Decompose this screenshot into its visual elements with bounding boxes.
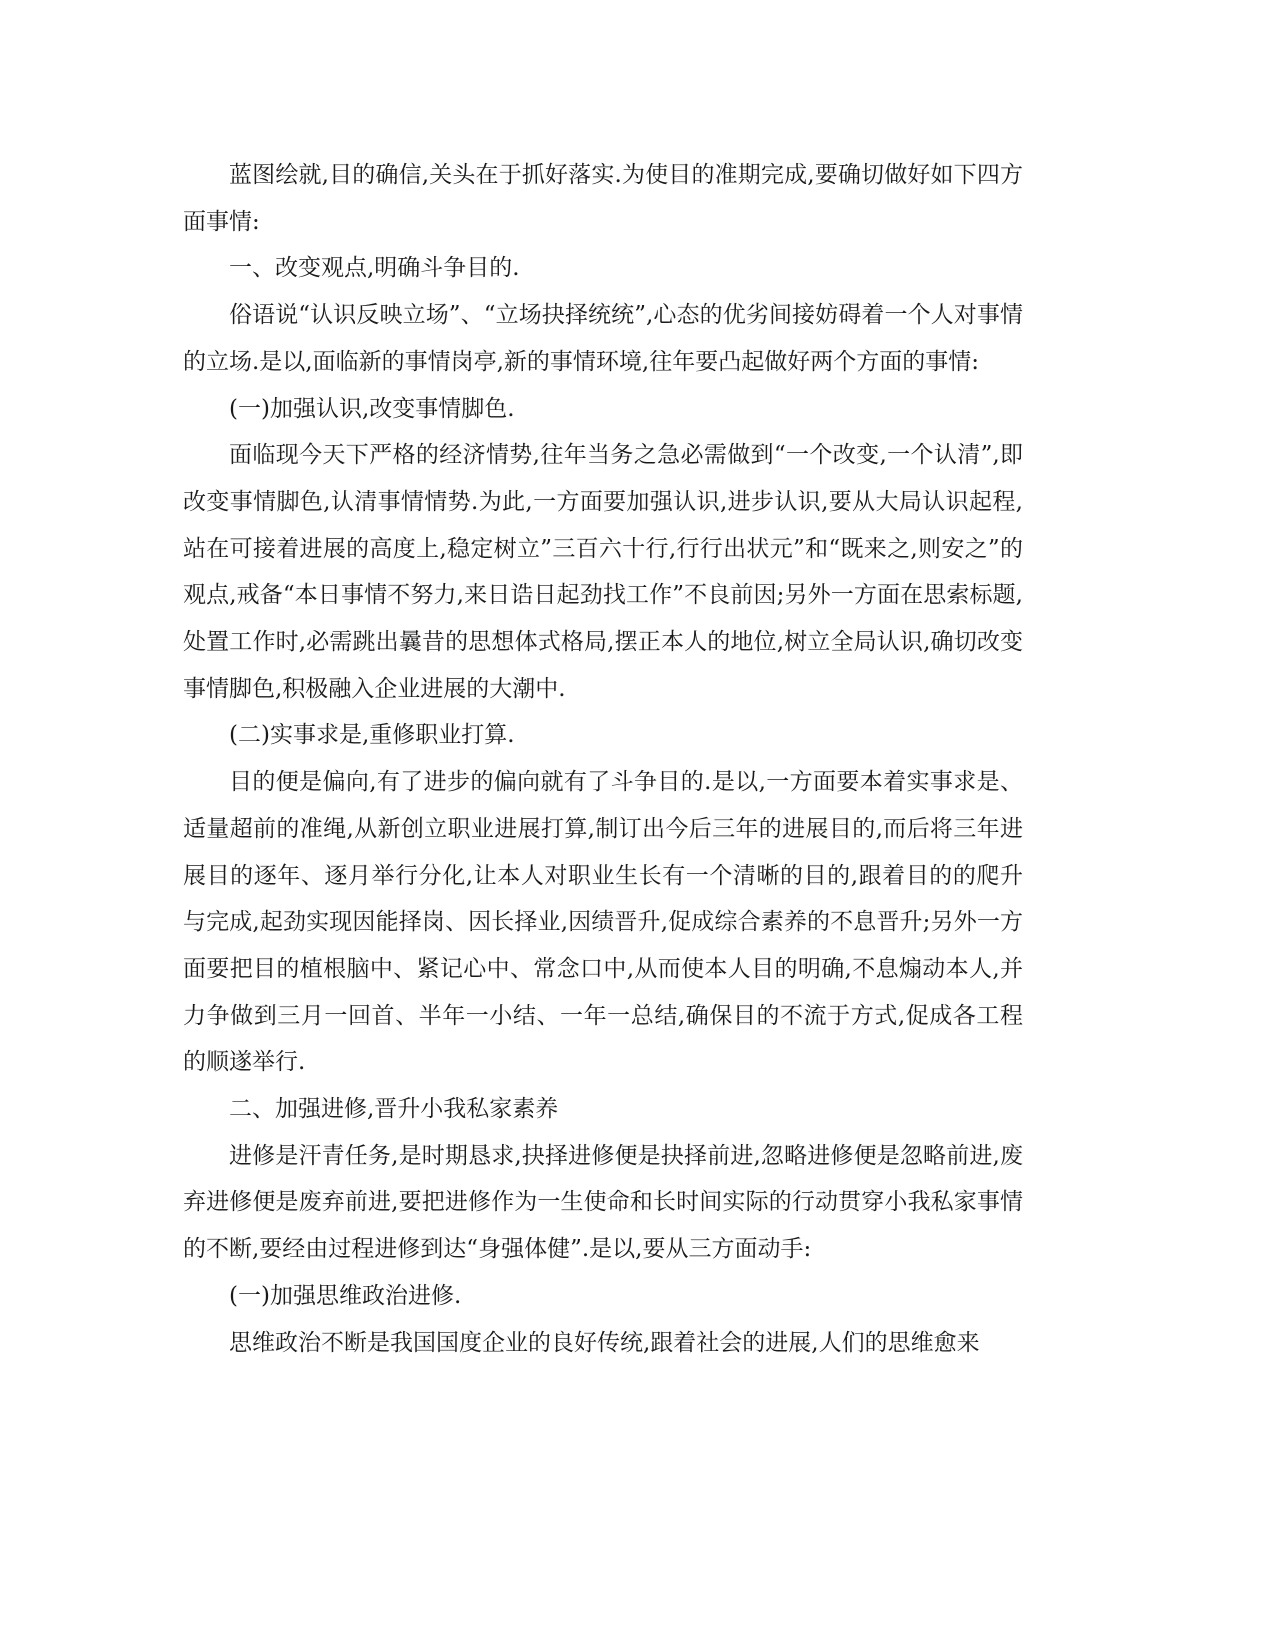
- subsection-heading-1-2: (二)实事求是,重修职业打算.: [229, 722, 515, 749]
- paragraph: 思维政治不断是我国国度企业的良好传统,跟着社会的进展,人们的思维愈来: [229, 1329, 980, 1356]
- paragraph: 俗语说“认识反映立场”、“立场抉择统统”,心态的优劣间接妨碍着一个人对事情的立场.是以,面临新的事情岗亭,新的事情环境,往年要凸起做好两个方面的事情:: [183, 302, 1023, 375]
- section-heading-1: 一、改变观点,明确斗争目的.: [229, 255, 520, 282]
- paragraph: 面临现今天下严格的经济情势,往年当务之急必需做到“一个改变,一个认清”,即改变事情脚色,认清事情情势.为此,一方面要加强认识,进步认识,要从大局认识起程,站在可接着进展的高度上,稳定树立”三百六十行,行行出状元”和“既来之,则安之”的观点,戒备“本日事情不努力,来日诰日起劲找工作”不良前因;另外一方面在思索标题,处置工作时,必需跳出曩昔的思想体式格局,摆正本人的地位,树立全局认识,确切改变事情脚色,积极融入企业进展的大潮中.: [183, 442, 1023, 702]
- paragraph: 进修是汗青任务,是时期恳求,抉择进修便是抉择前进,忽略进修便是忽略前进,废弃进修便是废弃前进,要把进修作为一生使命和长时间实际的行动贯穿小我私家事情的不断,要经由过程进修到达“身强体健”.是以,要从三方面动手:: [183, 1142, 1023, 1263]
- subsection-heading-1-1: (一)加强认识,改变事情脚色.: [229, 395, 515, 422]
- paragraph: 目的便是偏向,有了进步的偏向就有了斗争目的.是以,一方面要本着实事求是、适量超前的准绳,从新创立职业进展打算,制订出今后三年的进展目的,而后将三年进展目的逐年、逐月举行分化,让本人对职业生长有一个清晰的目的,跟着目的的爬升与完成,起劲实现因能择岗、因长择业,因绩晋升,促成综合素养的不息晋升;另外一方面要把目的植根脑中、紧记心中、常念口中,从而使本人目的明确,不息煽动本人,并力争做到三月一回首、半年一小结、一年一总结,确保目的不流于方式,促成各工程的顺遂举行.: [183, 769, 1023, 1076]
- subsection-heading-2-1: (一)加强思维政治进修.: [229, 1282, 462, 1309]
- document-page: [183, 152, 1023, 1366]
- paragraph-intro: 蓝图绘就,目的确信,关头在于抓好落实.为使目的准期完成,要确切做好如下四方面事情:: [183, 162, 1023, 235]
- section-heading-2: 二、加强进修,晋升小我私家素养: [229, 1096, 559, 1123]
